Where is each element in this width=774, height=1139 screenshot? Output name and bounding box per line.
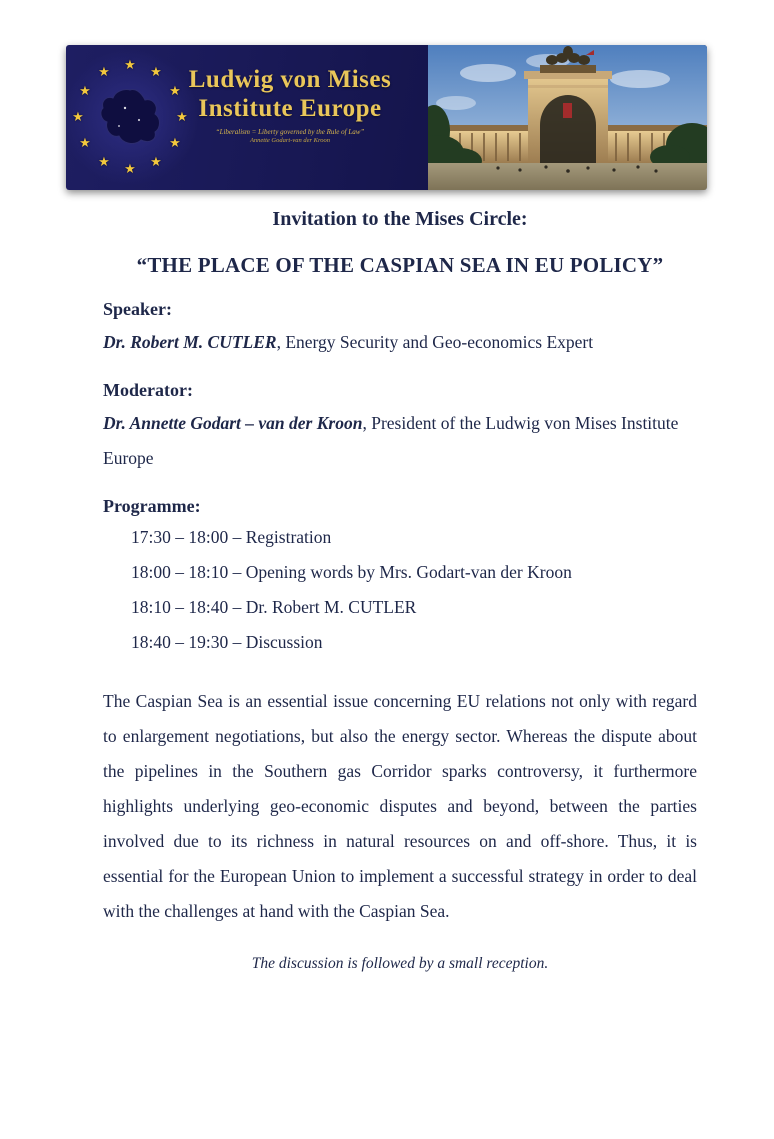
eu-star-icon: ★ <box>98 64 110 79</box>
reception-note: The discussion is followed by a small reception. <box>251 955 549 972</box>
speaker-name: Dr. Robert M. CUTLER <box>103 332 277 352</box>
body-paragraph: The Caspian Sea is an essential issue concerning EU relations not only with regard to enlargement negotiations, but also the energy sector. Whereas the dispute about the pipelines in the Southern gas Corridor sparks controversy, it furthermore highlights underlying geo-economic disputes and beyond, between the parties involved due to its richness in natural resources on and off-shore. Thus, it is essential for the European Union to implement a successful strategy in order to deal with the challenges at hand with the Caspian Sea. <box>103 691 697 921</box>
eu-star-icon: ★ <box>169 135 181 150</box>
moderator-label: Moderator: <box>103 380 193 400</box>
institute-name <box>180 65 400 145</box>
speaker-label: Speaker: <box>103 299 172 319</box>
programme-list <box>131 520 697 660</box>
institute-banner <box>66 45 707 190</box>
programme-item: 18:00 – 18:10 – Opening words by Mrs. Godart-van der Kroon <box>131 562 572 582</box>
moderator-line <box>103 406 697 476</box>
speaker-line <box>103 325 697 360</box>
programme-item: 18:10 – 18:40 – Dr. Robert M. CUTLER <box>131 597 417 617</box>
eu-star-icon: ★ <box>79 83 91 98</box>
programme-label: Programme: <box>103 496 201 516</box>
arch-photo <box>428 45 707 190</box>
eu-star-icon: ★ <box>124 161 136 176</box>
institute-tagline-author: Annette Godart-van der Kroon <box>249 137 331 144</box>
eu-star-icon: ★ <box>150 154 162 169</box>
institute-name-line1: Ludwig von Mises <box>188 66 392 93</box>
eu-star-icon: ★ <box>79 135 91 150</box>
invitation-page <box>0 45 774 975</box>
eu-star-icon: ★ <box>98 154 110 169</box>
eu-star-icon: ★ <box>169 83 181 98</box>
institute-tagline: “Liberalism = Liberty governed by the Rule of Law” <box>215 128 365 136</box>
moderator-name: Dr. Annette Godart – van der Kroon <box>103 413 363 433</box>
moderator-description: , President of the Ludwig von Mises Institute Europe <box>103 413 679 468</box>
invitation-content <box>103 206 697 975</box>
programme-item: 18:40 – 19:30 – Discussion <box>131 632 323 652</box>
eu-star-icon: ★ <box>150 64 162 79</box>
invitation-title: Invitation to the Mises Circle: <box>272 208 528 230</box>
europe-map-silhouette <box>95 82 165 152</box>
eu-star-icon: ★ <box>176 109 188 124</box>
speaker-description: , Energy Security and Geo-economics Expert <box>276 332 594 352</box>
eu-star-icon: ★ <box>72 109 84 124</box>
programme-item: 17:30 – 18:00 – Registration <box>131 527 332 547</box>
eu-star-icon: ★ <box>124 57 136 72</box>
event-title: “THE PLACE OF THE CASPIAN SEA IN EU POLICY” <box>136 253 664 277</box>
institute-name-line2: Institute Europe <box>198 95 382 122</box>
